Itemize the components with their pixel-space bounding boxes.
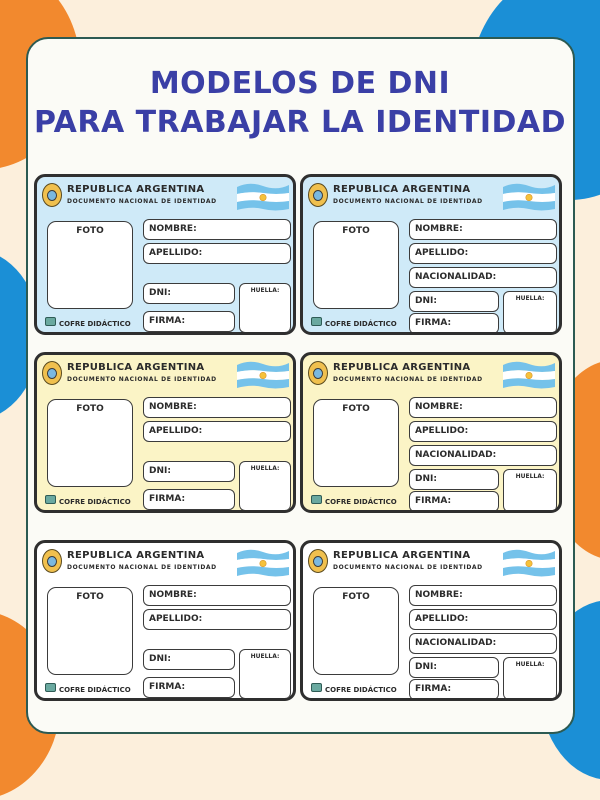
photo-box[interactable] [47,587,133,675]
card-country-label: REPUBLICA ARGENTINA [67,550,205,561]
dni-field[interactable]: DNI: [143,461,235,482]
fingerprint-box[interactable] [503,657,557,700]
photo-box[interactable] [313,221,399,309]
nacionalidad-field[interactable]: NACIONALIDAD: [409,267,557,288]
coat-of-arms-icon [308,183,328,207]
nombre-field[interactable]: NOMBRE: [409,585,557,606]
photo-label: FOTO [342,592,370,602]
apellido-field[interactable]: APELLIDO: [409,609,557,630]
firma-field[interactable]: FIRMA: [143,489,235,510]
photo-box[interactable] [313,587,399,675]
brand-label: COFRE DIDÁCTICO [59,686,131,694]
card-country-label: REPUBLICA ARGENTINA [67,184,205,195]
fingerprint-label: HUELLA: [250,465,280,472]
card-document-label: DOCUMENTO NACIONAL DE IDENTIDAD [67,376,217,383]
card-country-label: REPUBLICA ARGENTINA [67,362,205,373]
photo-box[interactable] [47,221,133,309]
card-document-label: DOCUMENTO NACIONAL DE IDENTIDAD [333,564,483,571]
card-document-label: DOCUMENTO NACIONAL DE IDENTIDAD [67,564,217,571]
fingerprint-box[interactable] [503,469,557,512]
treasure-chest-icon [311,317,322,326]
coat-of-arms-icon [42,361,62,385]
apellido-field[interactable]: APELLIDO: [409,243,557,264]
card-country-label: REPUBLICA ARGENTINA [333,184,471,195]
firma-field[interactable]: FIRMA: [409,313,499,334]
argentina-flag-icon [235,181,291,213]
treasure-chest-icon [45,495,56,504]
dni-card [34,352,296,513]
argentina-flag-icon [235,547,291,579]
firma-field[interactable]: FIRMA: [409,679,499,700]
fingerprint-label: HUELLA: [250,287,280,294]
nombre-field[interactable]: NOMBRE: [143,397,291,418]
brand-label: COFRE DIDÁCTICO [325,686,397,694]
nombre-field[interactable]: NOMBRE: [409,219,557,240]
title-line-2: PARA TRABAJAR LA IDENTIDAD [33,105,567,140]
card-document-label: DOCUMENTO NACIONAL DE IDENTIDAD [67,198,217,205]
dni-field[interactable]: DNI: [143,649,235,670]
card-country-label: REPUBLICA ARGENTINA [333,550,471,561]
photo-box[interactable] [47,399,133,487]
dni-field[interactable]: DNI: [409,291,499,312]
brand-label: COFRE DIDÁCTICO [59,320,131,328]
coat-of-arms-icon [42,549,62,573]
firma-field[interactable]: FIRMA: [143,677,235,698]
fingerprint-label: HUELLA: [515,661,545,668]
dni-card [34,540,296,701]
dni-card [34,174,296,335]
nombre-field[interactable]: NOMBRE: [143,585,291,606]
fingerprint-box[interactable] [239,461,291,511]
apellido-field[interactable]: APELLIDO: [143,609,291,630]
dni-field[interactable]: DNI: [409,657,499,678]
apellido-field[interactable]: APELLIDO: [409,421,557,442]
fingerprint-box[interactable] [503,291,557,334]
nacionalidad-field[interactable]: NACIONALIDAD: [409,445,557,466]
brand-label: COFRE DIDÁCTICO [325,320,397,328]
card-country-label: REPUBLICA ARGENTINA [333,362,471,373]
argentina-flag-icon [501,547,557,579]
fingerprint-label: HUELLA: [250,653,280,660]
title-line-1: MODELOS DE DNI [149,66,451,101]
photo-label: FOTO [76,592,104,602]
firma-field[interactable]: FIRMA: [143,311,235,332]
treasure-chest-icon [45,317,56,326]
dni-field[interactable]: DNI: [143,283,235,304]
fingerprint-label: HUELLA: [515,295,545,302]
coat-of-arms-icon [308,549,328,573]
apellido-field[interactable]: APELLIDO: [143,243,291,264]
argentina-flag-icon [501,359,557,391]
treasure-chest-icon [311,495,322,504]
card-document-label: DOCUMENTO NACIONAL DE IDENTIDAD [333,198,483,205]
dni-card [300,352,562,513]
dni-card [300,540,562,701]
photo-label: FOTO [76,226,104,236]
brand-label: COFRE DIDÁCTICO [59,498,131,506]
argentina-flag-icon [501,181,557,213]
nombre-field[interactable]: NOMBRE: [409,397,557,418]
fingerprint-box[interactable] [239,283,291,333]
firma-field[interactable]: FIRMA: [409,491,499,512]
brand-label: COFRE DIDÁCTICO [325,498,397,506]
card-document-label: DOCUMENTO NACIONAL DE IDENTIDAD [333,376,483,383]
photo-label: FOTO [342,226,370,236]
photo-label: FOTO [342,404,370,414]
photo-box[interactable] [313,399,399,487]
fingerprint-label: HUELLA: [515,473,545,480]
apellido-field[interactable]: APELLIDO: [143,421,291,442]
fingerprint-box[interactable] [239,649,291,699]
dni-field[interactable]: DNI: [409,469,499,490]
photo-label: FOTO [76,404,104,414]
treasure-chest-icon [45,683,56,692]
coat-of-arms-icon [308,361,328,385]
dni-card [300,174,562,335]
coat-of-arms-icon [42,183,62,207]
nombre-field[interactable]: NOMBRE: [143,219,291,240]
argentina-flag-icon [235,359,291,391]
nacionalidad-field[interactable]: NACIONALIDAD: [409,633,557,654]
treasure-chest-icon [311,683,322,692]
